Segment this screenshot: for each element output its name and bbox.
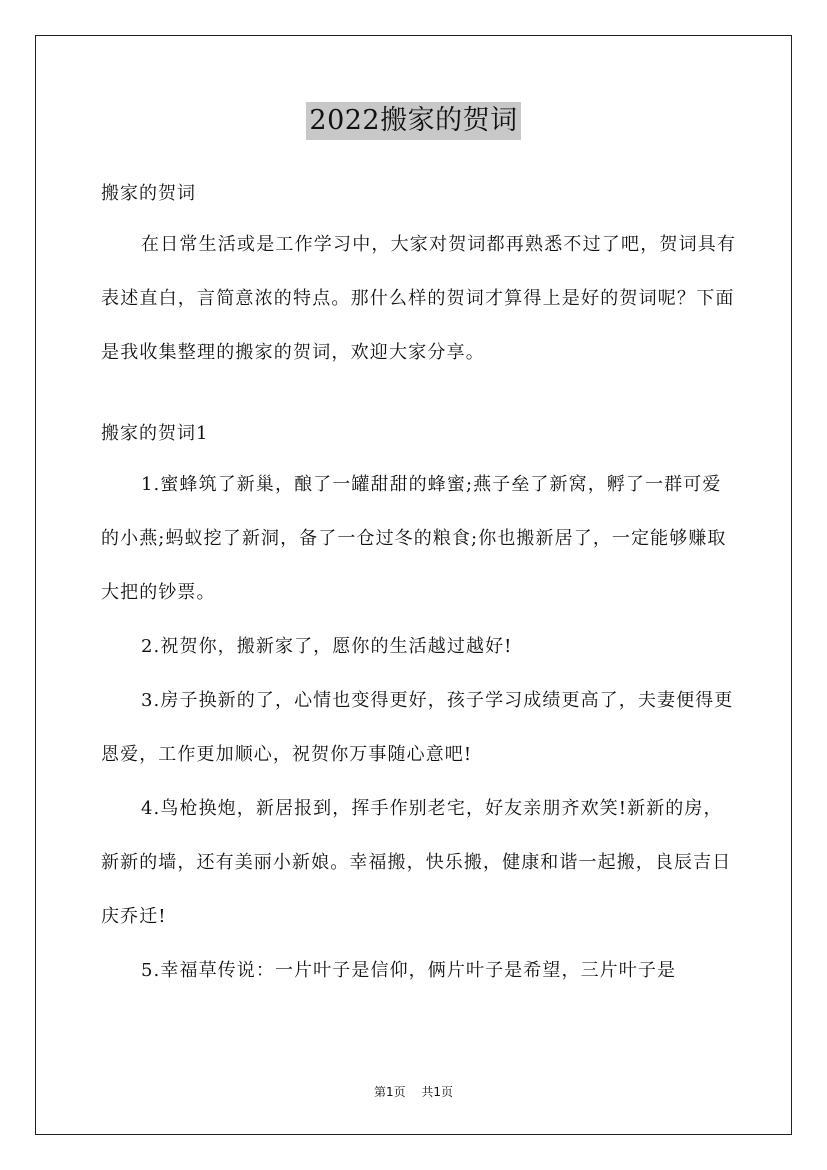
document-body [101,170,737,998]
document-title: 2022搬家的贺词 [306,102,520,140]
page-footer [0,1083,827,1100]
section-heading: 搬家的贺词1 [101,423,209,444]
list-item: 1.蜜蜂筑了新巢，酿了一罐甜甜的蜂蜜;燕子垒了新窝，孵了一群可爱的小燕;蚂蚁挖了新洞，备了一仓过冬的粮食;你也搬新居了，一定能够赚取大把的钞票。 [101,474,727,603]
list-item: 5.幸福草传说：一片叶子是信仰，俩片叶子是希望，三片叶子是 [141,960,677,981]
page-number: 第1页 [373,1085,406,1099]
intro-paragraph: 在日常生活或是工作学习中，大家对贺词都再熟悉不过了吧，贺词具有表述直白，言简意浓的特点。那什么样的贺词才算得上是好的贺词呢？下面是我收集整理的搬家的贺词，欢迎大家分享。 [101,234,737,363]
spacer [101,380,737,410]
list-item: 3.房子换新的了，心情也变得更好，孩子学习成绩更高了，夫妻便得更恩爱，工作更加顺心，祝贺你万事随心意吧! [101,690,734,765]
subheading: 搬家的贺词 [101,183,196,204]
list-item: 2.祝贺你，搬新家了，愿你的生活越过越好! [141,636,513,657]
page-total: 共1页 [421,1085,454,1099]
title-container [0,102,827,140]
list-item: 4.鸟枪换炮，新居报到，挥手作别老宅，好友亲朋齐欢笑!新新的房，新新的墙，还有美丽小新娘。幸福搬，快乐搬，健康和谐一起搬，良辰吉日庆乔迁! [101,798,732,927]
